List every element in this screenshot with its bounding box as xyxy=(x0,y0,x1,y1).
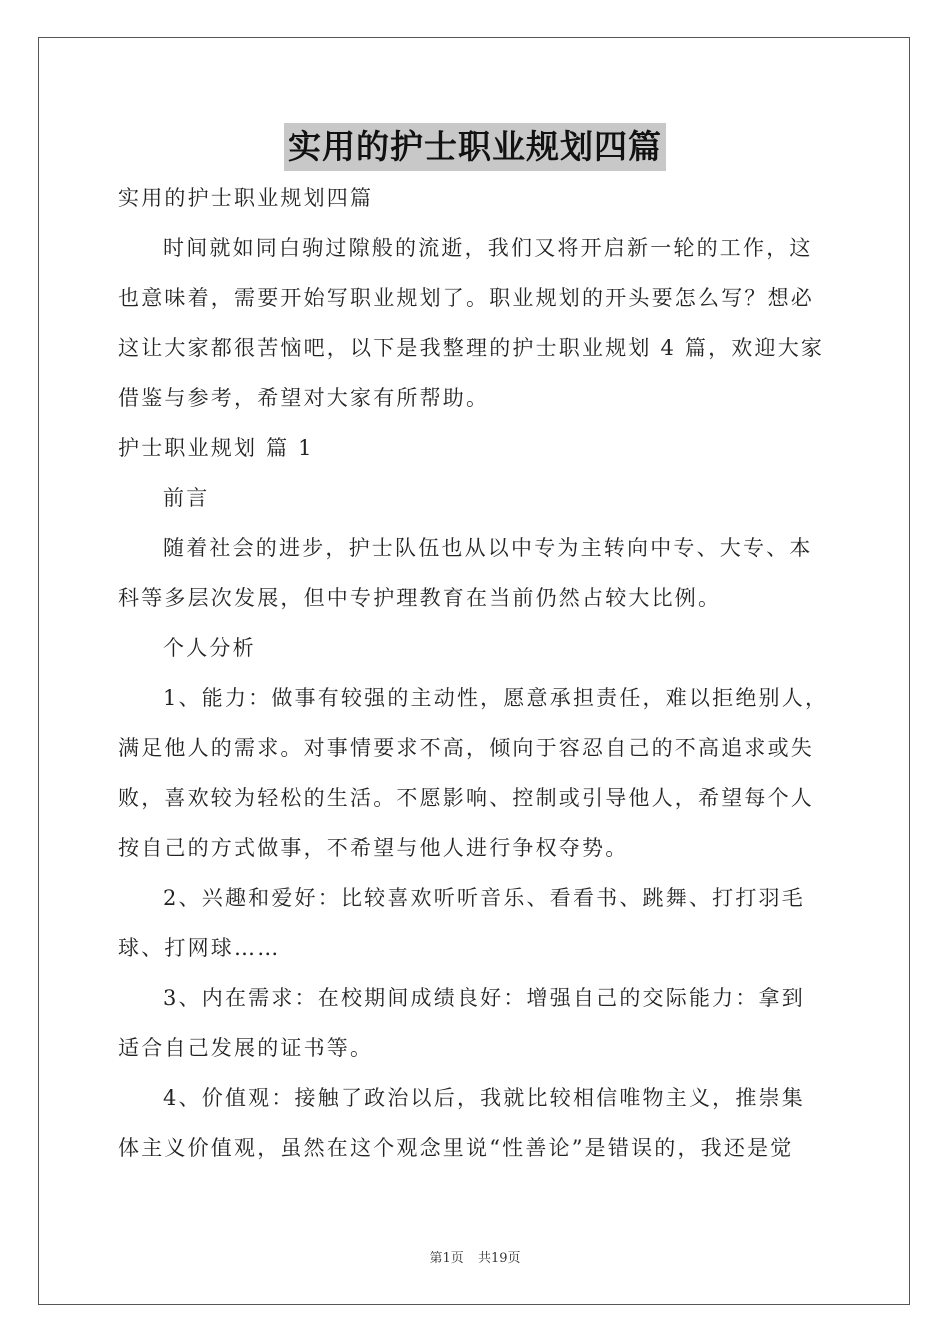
paragraph-line: 1、能力：做事有较强的主动性，愿意承担责任，难以拒绝别人， xyxy=(163,686,829,710)
paragraph-line: 也意味着，需要开始写职业规划了。职业规划的开头要怎么写？想必 xyxy=(118,286,814,310)
page-footer xyxy=(0,1247,950,1266)
page-total: 共19页 xyxy=(477,1251,521,1266)
page-number: 第1页 xyxy=(429,1251,464,1266)
paragraph-line: 时间就如同白驹过隙般的流逝，我们又将开启新一轮的工作，这 xyxy=(163,236,813,260)
title-container xyxy=(0,123,950,171)
paragraph-line: 借鉴与参考，希望对大家有所帮助。 xyxy=(118,386,490,410)
page-border xyxy=(38,37,910,1305)
paragraph-line: 2、兴趣和爱好：比较喜欢听听音乐、看看书、跳舞、打打羽毛 xyxy=(163,886,805,910)
paragraph-line: 球、打网球…… xyxy=(118,936,281,960)
paragraph-line: 按自己的方式做事，不希望与他人进行争权夺势。 xyxy=(118,836,629,860)
paragraph-line: 随着社会的进步，护士队伍也从以中专为主转向中专、大专、本 xyxy=(163,536,813,560)
subheading-personal-analysis: 个人分析 xyxy=(163,636,256,660)
paragraph-line: 满足他人的需求。对事情要求不高，倾向于容忍自己的不高追求或失 xyxy=(118,736,814,760)
section-heading: 护士职业规划 篇 1 xyxy=(118,436,314,460)
paragraph-line: 败，喜欢较为轻松的生活。不愿影响、控制或引导他人，希望每个人 xyxy=(118,786,814,810)
document-title: 实用的护士职业规划四篇 xyxy=(284,123,666,171)
paragraph-line: 适合自己发展的证书等。 xyxy=(118,1036,374,1060)
subheading-preface: 前言 xyxy=(163,486,210,510)
paragraph-line: 这让大家都很苦恼吧，以下是我整理的护士职业规划 4 篇，欢迎大家 xyxy=(118,336,825,360)
paragraph-line: 3、内在需求：在校期间成绩良好：增强自己的交际能力：拿到 xyxy=(163,986,805,1010)
paragraph-line: 体主义价值观，虽然在这个观念里说“性善论”是错误的，我还是觉 xyxy=(118,1136,794,1160)
subtitle-line: 实用的护士职业规划四篇 xyxy=(118,186,374,210)
paragraph-line: 科等多层次发展，但中专护理教育在当前仍然占较大比例。 xyxy=(118,586,722,610)
paragraph-line: 4、价值观：接触了政治以后，我就比较相信唯物主义，推崇集 xyxy=(163,1086,805,1110)
